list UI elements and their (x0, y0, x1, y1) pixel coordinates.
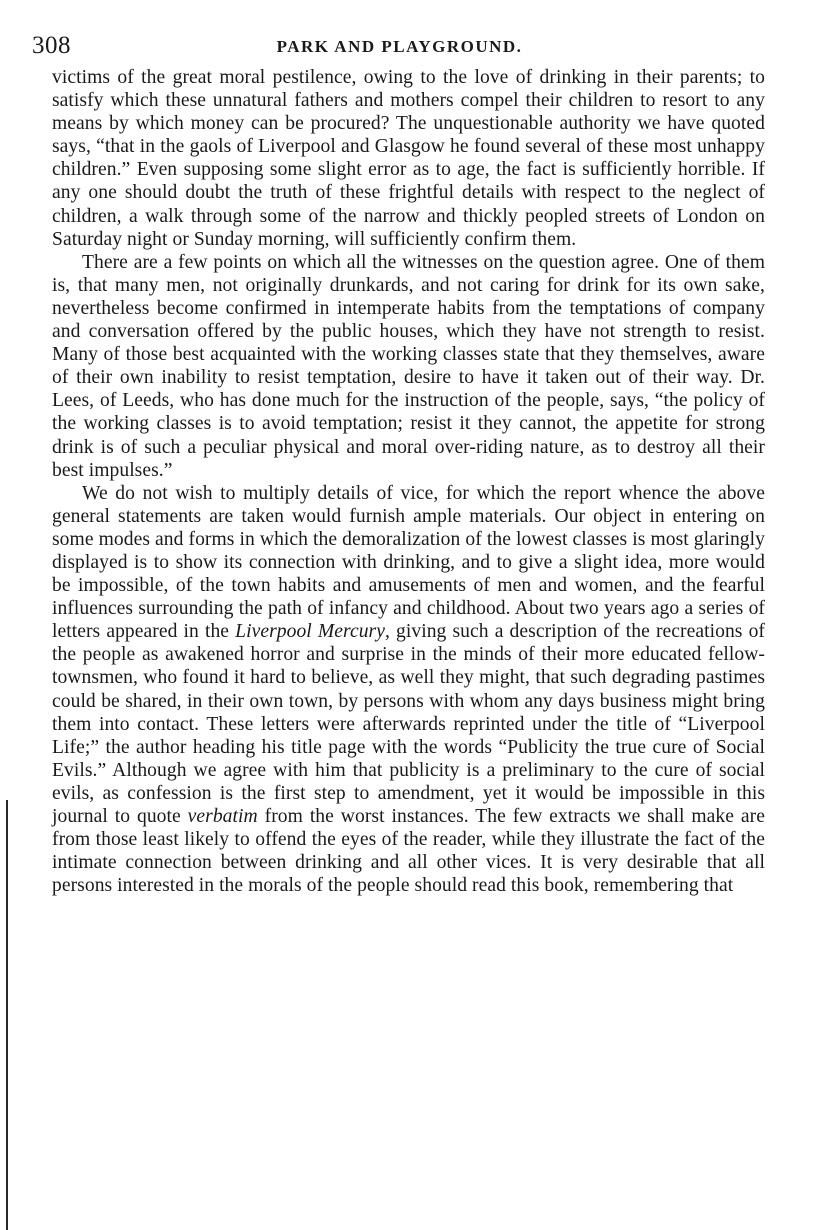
paragraph-liverpool-life (52, 482, 765, 898)
page-edge-line (6, 800, 8, 1230)
paragraph-continuation: victims of the great moral pestilence, owing to the love of drinking in their parents; to satisfy which these unnatural fathers and mothers compel their children to resort to any means by which money can be procured? The unquestionable authority we have quoted says, “that in the gaols of Liverpool and Glasgow he found several of these most unhappy children.” Even supposing some slight error as to age, the fact is sufficiently horrible. If any one should doubt the truth of these frightful details with respect to the neglect of children, a walk through some of the narrow and thickly peopled streets of London on Saturday night or Sunday morning, will sufficiently confirm them. (52, 67, 765, 250)
page-number: 308 (32, 32, 71, 59)
paragraph-witnesses: There are a few points on which all the witnesses on the question agree. One of them is, that many men, not originally drunkards, and not caring for drink for its own sake, nevertheless become confirmed in intemperate habits from the temptations of company and conversation offered by the public houses, which they have not strength to resist. Many of those best acquainted with the working classes state that they themselves, aware of their own inability to resist temptation, desire to have it taken out of their way. Dr. Lees, of Leeds, who has done much for the instruction of the people, says, “the policy of the working classes is to avoid temptation; resist it they cannot, the appetite for strong drink is of such a peculiar physical and moral over-riding nature, as to destroy all their best impulses.” (52, 251, 765, 481)
running-title: PARK AND PLAYGROUND. (276, 37, 523, 56)
body-text (52, 66, 765, 897)
newspaper-title: Liverpool Mercury (235, 621, 385, 643)
italic-term: verbatim (187, 806, 258, 827)
paragraph-text-part: from the worst instances. The few extracts we shall make are from those least likely to offend the eyes of the reader, while they illustrate the fact of the intimate connection between drinking and all other vices. It is very desirable that all persons interested in the morals of the people should read this book, remembering that (52, 806, 765, 897)
running-header (32, 32, 767, 60)
paragraph-text-part: , giving such a description of the recreations of the people as awakened horror and surprise in the minds of their more educated fellow-townsmen, who found it hard to believe, as well they might, that such degrading pastimes could be shared, in their own town, by persons with whom any days business might bring them into contact. These letters were afterwards reprinted under the title of “Liverpool Life;” the author heading his title page with the words “Publicity the true cure of Social Evils.” Although we agree with him that publicity is a preliminary to the cure of social evils, as confession is the first step to amendment, yet it would be impossible in this journal to quote (52, 621, 765, 827)
paragraph-text-part: We do not wish to multiply details of vice, for which the report whence the above general statements are taken would furnish ample materials. Our object in entering on some modes and forms in which the demoralization of the lowest classes is most glaringly displayed is to show its connection with drinking, and to give a slight idea, more would be impossible, of the town habits and amusements of men and women, and the fearful influences surrounding the path of infancy and childhood. About two years ago a series of letters appeared in the (52, 482, 765, 643)
